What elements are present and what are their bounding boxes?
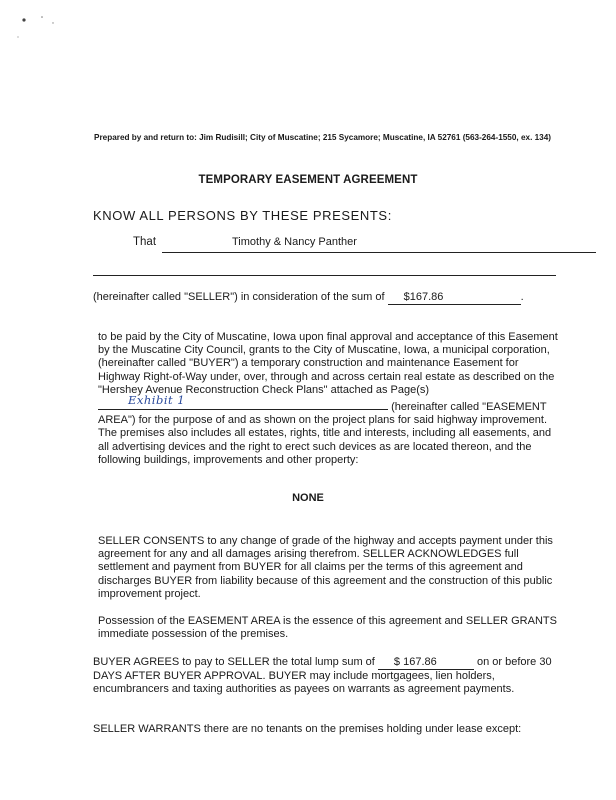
that-label: That xyxy=(133,236,157,248)
possession-paragraph: Possession of the EASEMENT AREA is the essence of this agreement and SELLER GRANTS immediate possession of the premises. xyxy=(98,615,557,641)
seller-name-underline xyxy=(162,252,596,253)
seller-clause-period: . xyxy=(520,291,524,303)
exhibit-blank xyxy=(98,393,388,410)
buyer-agrees-continued: on or before 30 DAYS AFTER BUYER APPROVAL. BUYER may include mortgagees, lien holders, encumbrancers and taxing authorities as payees on warrants as agreement payments. xyxy=(93,656,552,696)
document-title: TEMPORARY EASEMENT AGREEMENT xyxy=(198,174,418,186)
none-label: NONE xyxy=(292,492,324,504)
exhibit-handwritten: Exhibit 1 xyxy=(128,393,186,408)
lump-sum: $ 167.86 xyxy=(378,656,474,670)
grant-paragraph-continued: (hereinafter called "EASEMENT AREA") for the purpose of and as shown on the project plans for said highway improvement. The premises also includes all estates, rights, title and interests, including all easements, and all advertising devices and the right to erect such devices as are located thereon, and the following buildings, improvements and other property: xyxy=(98,401,552,466)
seller-names: Timothy & Nancy Panther xyxy=(232,236,357,248)
grant-paragraph xyxy=(98,331,558,467)
grant-paragraph-text: to be paid by the City of Muscatine, Iowa upon final approval and acceptance of this Easement by the Muscatine City Council, grants to the City of Muscatine, Iowa, a municipal corporation, (hereinafter called "BUYER") a temporary construction and maintenance Easement for Highway Right-of-Way under, over, through and across certain real estate as described on the "Hershey Avenue Reconstruction Check Plans" attached as Page(s) xyxy=(98,331,558,396)
prepared-by-line: Prepared by and return to: Jim Rudisill; City of Muscatine; 215 Sycamore; Muscatine, IA 52761 (563-264-1550, ex. 134) xyxy=(94,133,552,142)
scan-specks xyxy=(6,10,66,50)
consents-paragraph: SELLER CONSENTS to any change of grade of the highway and accepts payment under this agreement for any and all damages arising therefrom. SELLER ACKNOWLEDGES full settlement and payment from BUYER for all claims per the terms of this agreement and discharges BUYER from liability because of this agreement and the construction of this public improvement project. xyxy=(98,535,553,600)
consideration-sum: $167.86 xyxy=(388,291,521,305)
buyer-agrees-text: BUYER AGREES to pay to SELLER the total lump sum of xyxy=(93,656,375,668)
blank-name-line xyxy=(93,275,556,276)
warrants-paragraph: SELLER WARRANTS there are no tenants on the premises holding under lease except: xyxy=(93,723,522,735)
buyer-agrees-paragraph xyxy=(93,656,563,697)
seller-consideration-line xyxy=(93,291,563,305)
seller-clause-text: (hereinafter called "SELLER") in consideration of the sum of xyxy=(93,291,385,303)
know-all-persons-heading: KNOW ALL PERSONS BY THESE PRESENTS: xyxy=(93,208,392,223)
